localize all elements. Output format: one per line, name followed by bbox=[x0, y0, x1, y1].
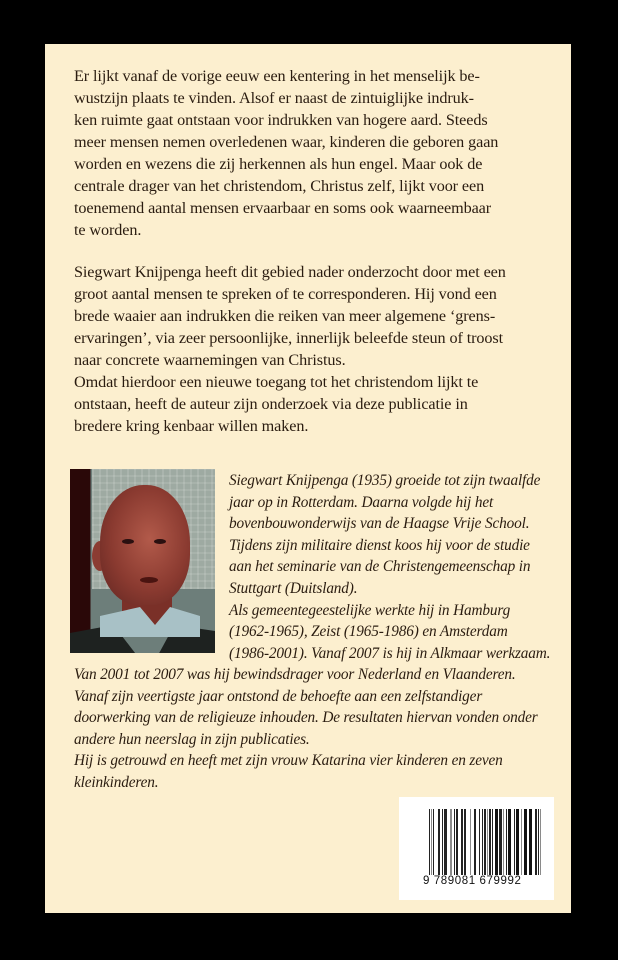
text-line: brede waaier aan indrukken die reiken van meer algemene ‘grens- bbox=[74, 307, 496, 325]
text-line: andere hun neerslag in zijn publicaties. bbox=[74, 730, 310, 748]
photo-mouth bbox=[140, 577, 158, 583]
photo-head bbox=[100, 485, 190, 605]
barcode-bars bbox=[429, 809, 542, 875]
text-line: doorwerking van de religieuze inhouden. De resultaten hiervan vonden onder bbox=[74, 709, 538, 727]
text-line: (1962-1965), Zeist (1965-1986) en Amsterdam bbox=[229, 623, 508, 641]
text-line: worden en wezens die zij herkennen als hun engel. Maar ook de bbox=[74, 155, 483, 173]
text-line: Stuttgart (Duitsland). bbox=[229, 579, 358, 597]
text-line: Als gemeentegeestelijke werkte hij in Hamburg bbox=[229, 601, 511, 619]
text-line: naar concrete waarnemingen van Christus. bbox=[74, 351, 346, 369]
barcode-digits: 9 789081 679992 bbox=[423, 875, 522, 887]
photo-eye-left bbox=[122, 539, 134, 544]
isbn-barcode bbox=[399, 797, 554, 900]
text-line: ken ruimte gaat ontstaan voor indrukken van hogere aard. Steeds bbox=[74, 111, 488, 129]
text-line: ontstaan, heeft de auteur zijn onderzoek via deze publicatie in bbox=[74, 395, 468, 413]
text-line: Hij is getrouwd en heeft met zijn vrouw Katarina vier kinderen en zeven bbox=[74, 752, 503, 770]
text-line: Siegwart Knijpenga heeft dit gebied nader onderzocht door met een bbox=[74, 263, 506, 281]
author-bio-beside-photo bbox=[229, 470, 569, 664]
text-line: bredere kring kenbaar willen maken. bbox=[74, 417, 309, 435]
text-line: groot aantal mensen te spreken of te corresponderen. Hij vond een bbox=[74, 285, 497, 303]
text-line: Vanaf zijn veertigste jaar ontstond de behoefte aan een zelfstandiger bbox=[74, 687, 483, 705]
text-line: ervaringen’, via zeer persoonlijke, innerlijk beleefde steun of troost bbox=[74, 329, 503, 347]
author-bio-full-width bbox=[74, 664, 564, 794]
text-line: bovenbouwonderwijs van de Haagse Vrije School. bbox=[229, 515, 530, 533]
text-line: Omdat hierdoor een nieuwe toegang tot het christendom lijkt te bbox=[74, 373, 479, 391]
photo-eye-right bbox=[154, 539, 166, 544]
text-line: Van 2001 tot 2007 was hij bewindsdrager voor Nederland en Vlaanderen. bbox=[74, 666, 516, 683]
text-line: wustzijn plaats te vinden. Alsof er naast de zintuiglijke indruk- bbox=[74, 89, 474, 107]
text-line: Siegwart Knijpenga (1935) groeide tot zijn twaalfde bbox=[229, 472, 541, 489]
text-line: toenemend aantal mensen ervaarbaar en soms ook waarneembaar bbox=[74, 199, 492, 217]
text-line: Er lijkt vanaf de vorige eeuw een kentering in het menselijk be- bbox=[74, 67, 480, 85]
text-line: te worden. bbox=[74, 221, 142, 239]
text-line: centrale drager van het christendom, Christus zelf, lijkt voor een bbox=[74, 177, 485, 195]
text-line: (1986-2001). Vanaf 2007 is hij in Alkmaar werkzaam. bbox=[229, 644, 551, 662]
text-line: meer mensen nemen overledenen waar, kinderen die geboren gaan bbox=[74, 133, 499, 151]
text-line: Tijdens zijn militaire dienst koos hij voor de studie bbox=[229, 536, 530, 554]
text-line: kleinkinderen. bbox=[74, 773, 159, 791]
blurb-paragraph-1 bbox=[74, 65, 562, 241]
text-line: aan het seminarie van de Christengemeenschap in bbox=[229, 558, 531, 576]
author-photo bbox=[70, 469, 215, 653]
text-line: jaar op in Rotterdam. Daarna volgde hij het bbox=[229, 493, 494, 511]
blurb-paragraph-2 bbox=[74, 261, 562, 437]
